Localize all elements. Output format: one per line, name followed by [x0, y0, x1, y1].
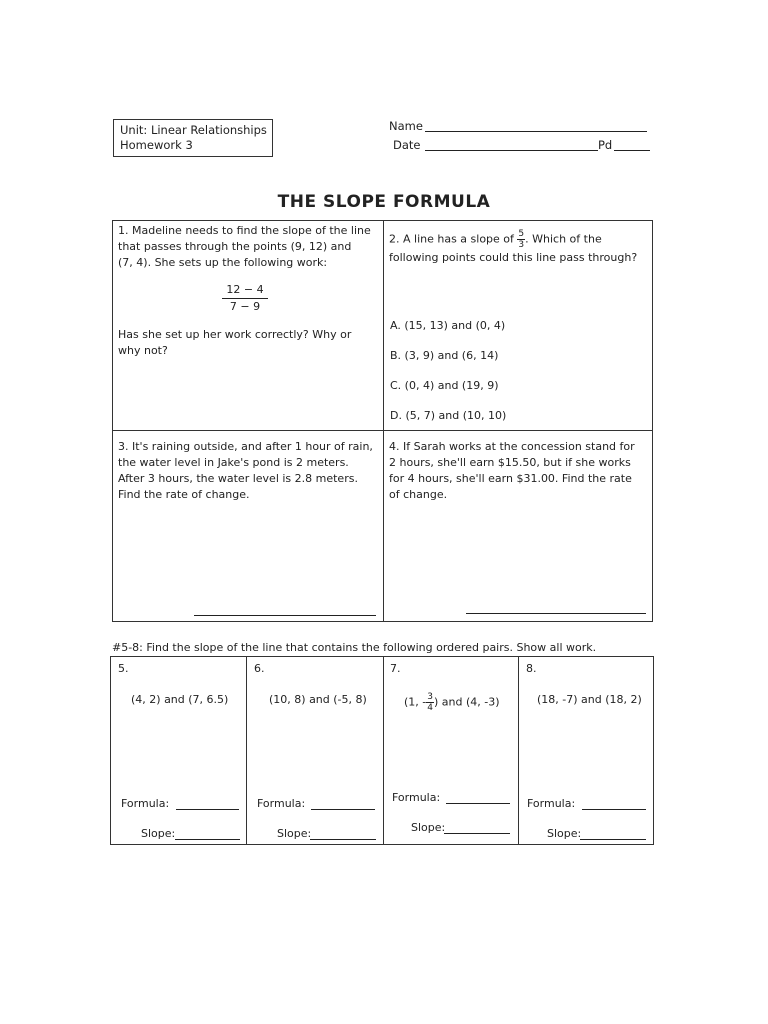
problems-divider-3 [518, 656, 519, 845]
problem-5-number: 5. [118, 662, 129, 675]
problem-6-slope-line[interactable] [310, 839, 376, 840]
q1-fraction-denominator: 7 − 9 [229, 300, 261, 313]
q1-line-2: that passes through the points (9, 12) and [118, 240, 352, 253]
problem-7-formula-line[interactable] [446, 803, 510, 804]
problem-6-pairs: (10, 8) and (-5, 8) [269, 693, 367, 706]
q2-option-c: C. (0, 4) and (19, 9) [390, 379, 499, 392]
q3-answer-line[interactable] [194, 615, 376, 616]
problem-7-fraction-denominator: 4 [427, 703, 433, 713]
problem-8-formula-label: Formula: [527, 797, 576, 810]
unit-line: Unit: Linear Relationships [120, 123, 267, 137]
q2-line-1 [389, 229, 651, 250]
problem-8-number: 8. [526, 662, 537, 675]
name-label: Name [389, 119, 423, 133]
pd-line[interactable] [614, 150, 650, 151]
problem-6-formula-label: Formula: [257, 797, 306, 810]
q3-line-3: After 3 hours, the water level is 2.8 meters. [118, 472, 358, 485]
q2-slope-numerator: 5 [518, 229, 525, 239]
problem-7-number: 7. [390, 662, 401, 675]
q1-fraction [222, 282, 268, 315]
q3-line-2: the water level in Jake's pond is 2 meters. [118, 456, 349, 469]
q2-option-b: B. (3, 9) and (6, 14) [390, 349, 499, 362]
q4-line-4: of change. [389, 488, 448, 501]
q1-question-line-1: Has she set up her work correctly? Why or [118, 328, 352, 341]
page-title: THE SLOPE FORMULA [277, 192, 491, 212]
problem-8-formula-line[interactable] [582, 809, 646, 810]
q1-line-3: (7, 4). She sets up the following work: [118, 256, 328, 269]
q2-option-a: A. (15, 13) and (0, 4) [390, 319, 506, 332]
q1-fraction-numerator: 12 − 4 [222, 282, 268, 299]
problem-5-slope-label: Slope: [141, 827, 176, 840]
problem-7-pair-a-suffix: ) [434, 695, 439, 709]
homework-line: Homework 3 [120, 138, 193, 152]
q2-prefix: 2. A line has a slope of [389, 232, 518, 246]
problem-5-slope-line[interactable] [175, 839, 240, 840]
problem-7-formula-label: Formula: [392, 791, 441, 804]
q4-text [389, 439, 651, 503]
problem-8-pairs: (18, -7) and (18, 2) [537, 693, 642, 706]
q2-slope-fraction [517, 229, 525, 250]
q2-text [389, 229, 651, 266]
problem-6-number: 6. [254, 662, 265, 675]
problem-7-slope-label: Slope: [411, 821, 446, 834]
problem-5-pairs: (4, 2) and (7, 6.5) [131, 693, 229, 706]
problem-7-pair-b: and (4, -3) [438, 695, 500, 709]
q2-line-2: following points could this line pass through? [389, 251, 638, 264]
problem-7-pairs [404, 692, 500, 713]
name-line[interactable] [425, 131, 647, 132]
problem-8-slope-label: Slope: [547, 827, 582, 840]
problems-divider-2 [383, 656, 384, 845]
q2-suffix: . Which of the [525, 232, 602, 246]
q4-line-3: for 4 hours, she'll earn $31.00. Find the rate [389, 472, 632, 485]
grid-divider-horizontal [112, 430, 653, 431]
problems-grid [110, 656, 654, 845]
date-label: Date [393, 138, 421, 152]
problem-6-formula-line[interactable] [311, 809, 375, 810]
problem-7-fraction [426, 692, 434, 713]
q1-question [118, 327, 380, 359]
problem-7-slope-line[interactable] [444, 833, 510, 834]
q3-line-1: 3. It's raining outside, and after 1 hour of rain, [118, 440, 373, 453]
problem-5-formula-label: Formula: [121, 797, 170, 810]
unit-info-box [113, 119, 273, 157]
q2-option-d: D. (5, 7) and (10, 10) [390, 409, 507, 422]
q3-text [118, 439, 380, 503]
problem-7-pair-a-prefix: (1, - [404, 695, 427, 709]
problems-divider-1 [246, 656, 247, 845]
q4-line-1: 4. If Sarah works at the concession stand for [389, 440, 635, 453]
date-line[interactable] [425, 150, 598, 151]
problem-7-fraction-numerator: 3 [427, 692, 433, 702]
q2-slope-denominator: 3 [518, 240, 525, 250]
problem-6-slope-label: Slope: [277, 827, 312, 840]
pd-label: Pd [598, 138, 613, 152]
q3-line-4: Find the rate of change. [118, 488, 250, 501]
problem-5-formula-line[interactable] [176, 809, 239, 810]
q4-answer-line[interactable] [466, 613, 646, 614]
problem-8-slope-line[interactable] [580, 839, 646, 840]
instructions: #5-8: Find the slope of the line that contains the following ordered pairs. Show all work. [112, 641, 597, 654]
q4-line-2: 2 hours, she'll earn $15.50, but if she works [389, 456, 631, 469]
q1-question-line-2: why not? [118, 344, 168, 357]
grid-divider-vertical [383, 220, 384, 622]
q1-line-1: 1. Madeline needs to find the slope of the line [118, 224, 371, 237]
q1-text [118, 223, 380, 271]
